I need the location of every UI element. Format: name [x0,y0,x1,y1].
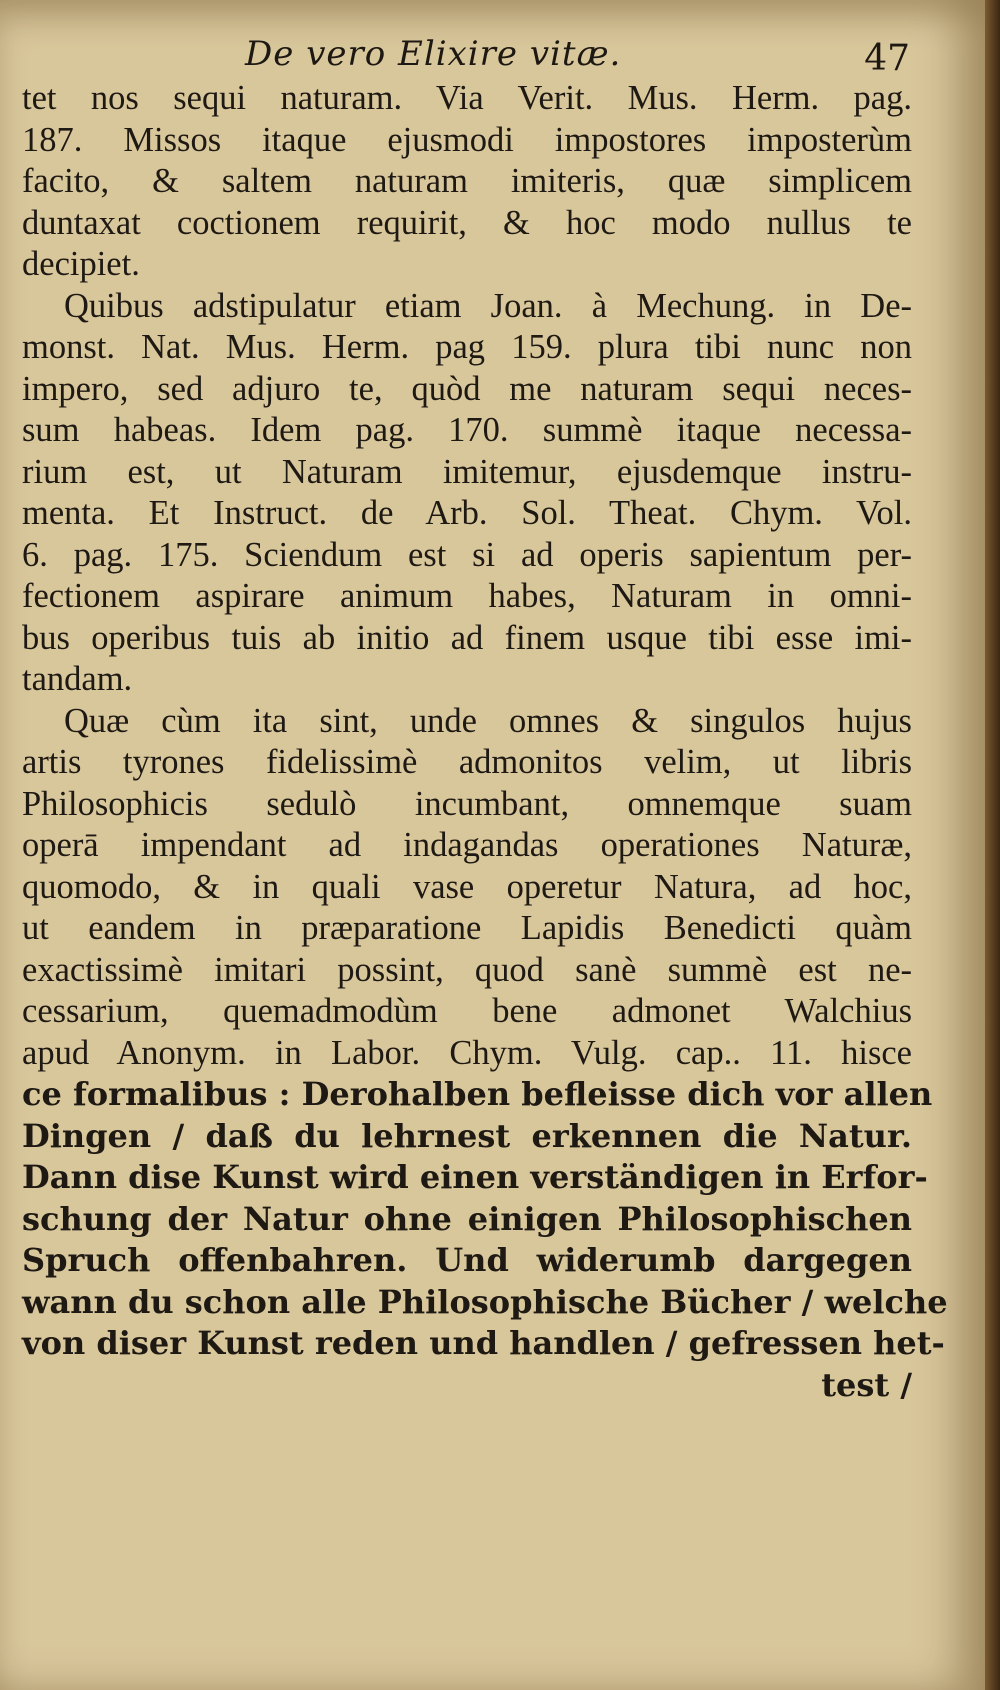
text-line: Philosophicis sedulò incumbant, omnemque suam [22,784,912,823]
text-line: facito, & saltem naturam imiteris, quæ simplicem [22,162,912,200]
text-line: apud Anonym. in Labor. Chym. Vulg. cap.. 11. hisce [22,1033,912,1072]
text-line: Quæ cùm ita sint, unde omnes & singulos hujus [64,701,912,740]
text-line-fraktur: test / [821,1365,912,1404]
text-line: monst. Nat. Mus. Herm. pag 159. plura tibi nunc non [22,328,912,366]
text-line-fraktur: wann du schon alle Philosophische Bücher / welche [22,1282,948,1321]
text-line: 187. Missos itaque ejusmodi impostores imposterùm [22,120,912,159]
text-line-fraktur: Dingen / daß du lehrnest erkennen die Natur. [22,1116,912,1155]
text-line: operā impendant ad indagandas operationes Naturæ, [22,826,912,864]
text-line-fraktur: Spruch offenbahren. Und widerumb dargegen [22,1241,912,1279]
text-line-fraktur: Dann dise Kunst wird einen verständigen in Erfor- [22,1158,928,1196]
text-line: duntaxat coctionem requirit, & hoc modo nullus te [22,203,912,242]
text-line: fectionem aspirare animum habes, Naturam in omni- [22,577,912,615]
text-line: Quibus adstipulatur etiam Joan. à Mechung. in De- [64,286,912,325]
text-line: ut eandem in præparatione Lapidis Benedicti quàm [22,909,912,947]
text-line: impero, sed adjuro te, quòd me naturam sequi neces- [22,369,912,408]
text-line: sum habeas. Idem pag. 170. summè itaque necessa- [22,411,912,449]
text-line: menta. Et Instruct. de Arb. Sol. Theat. Chym. Vol. [22,494,912,532]
text-line: tandam. [22,660,133,698]
text-line: artis tyrones fidelissimè admonitos velim, ut libris [22,743,912,781]
page-number: 47 [864,38,910,79]
text-line-fraktur: ce formalibus : Derohalben befleisse dich vor allen [22,1075,933,1113]
body-text [22,78,948,1406]
text-line-fraktur: von diser Kunst reden und handlen / gefressen het- [22,1324,945,1362]
running-title: De vero Elixire vitæ. [245,34,622,74]
text-line: quomodo, & in quali vase operetur Natura, ad hoc, [22,867,912,906]
book-edge [985,0,1000,1690]
text-line: tet nos sequi naturam. Via Verit. Mus. Herm. pag. [22,79,912,117]
text-line: bus operibus tuis ab initio ad finem usque tibi esse imi- [22,618,912,657]
text-line: rium est, ut Naturam imitemur, ejusdemque instru- [22,452,912,491]
text-line-fraktur: schung der Natur ohne einigen Philosophischen [22,1199,912,1238]
text-line: exactissimè imitari possint, quod sanè summè est ne- [22,950,912,989]
text-line: 6. pag. 175. Sciendum est si ad operis sapientum per- [22,535,912,574]
text-line: cessarium, quemadmodùm bene admonet Walchius [22,992,912,1030]
text-line: decipiet. [22,245,140,283]
